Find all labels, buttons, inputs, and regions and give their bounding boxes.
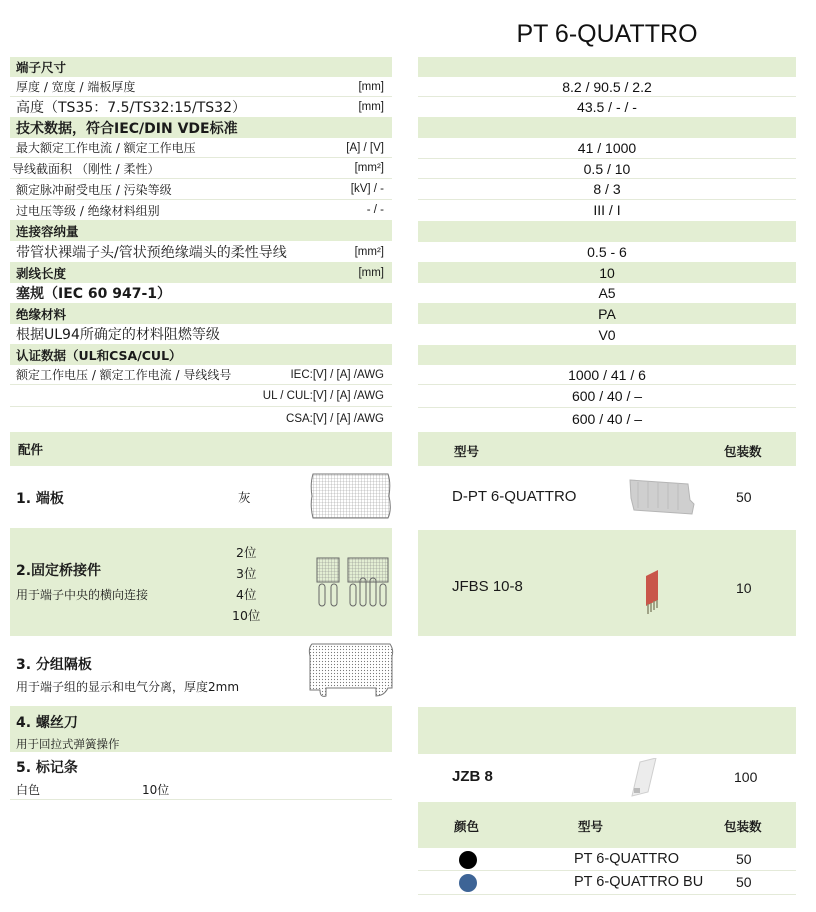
spec-row-dimensions bbox=[10, 77, 392, 97]
spec-label: 过电压等级 / 绝缘材料组别 bbox=[16, 203, 160, 218]
section-header-technical-data bbox=[10, 117, 392, 138]
accessory-group-separator bbox=[10, 636, 392, 706]
spec-unit: UL / CUL:[V] / [A] /AWG bbox=[262, 389, 384, 402]
spec-row-cross-section bbox=[10, 158, 392, 179]
spec-unit: [mm²] bbox=[354, 245, 384, 258]
accessory-marker-strip bbox=[10, 752, 392, 800]
bridge-photo-icon bbox=[640, 570, 662, 616]
spec-label: 带管状裸端子头/管状预绝缘端头的柔性导线 bbox=[16, 244, 287, 261]
bridge-icon bbox=[316, 556, 392, 608]
value-ferrule-conductor bbox=[418, 242, 796, 262]
accessory-qty: 100 bbox=[734, 769, 758, 785]
value-height bbox=[418, 97, 796, 117]
accessories-right-header bbox=[418, 432, 796, 466]
accessory-model: JFBS 10-8 bbox=[452, 578, 523, 595]
accessory-qty: 10 bbox=[736, 580, 752, 596]
spec-label: 最大额定工作电流 / 额定工作电压 bbox=[16, 141, 196, 155]
accessory-option: 灰 bbox=[238, 490, 251, 505]
spec-row-csa-rating bbox=[10, 407, 392, 430]
col-qty-header: 包装数 bbox=[724, 444, 762, 459]
value-csa-rating bbox=[418, 408, 796, 430]
accessory-row-bridge bbox=[418, 530, 796, 636]
value-gauge bbox=[418, 283, 796, 303]
value-impulse-voltage bbox=[418, 179, 796, 200]
spec-value: 600 / 40 / – bbox=[571, 388, 643, 404]
bridge-option-3: 3位 bbox=[236, 566, 257, 581]
accessory-screwdriver bbox=[10, 706, 392, 752]
variant-qty: 50 bbox=[736, 874, 752, 890]
spec-row-ul-rating bbox=[10, 385, 392, 407]
end-plate-icon bbox=[310, 472, 392, 520]
accessory-qty: 50 bbox=[736, 489, 752, 505]
value-header-certification bbox=[418, 345, 796, 365]
marker-strip-photo-icon bbox=[626, 758, 662, 798]
section-label: 认证数据（UL和CSA/CUL） bbox=[16, 347, 182, 363]
accessory-title: 3. 分组隔板 bbox=[16, 657, 92, 673]
section-label: 连接容纳量 bbox=[16, 223, 79, 239]
accessory-title: 2.固定桥接件 bbox=[16, 563, 102, 579]
spec-unit: - / - bbox=[366, 204, 384, 216]
spec-value: A5 bbox=[598, 285, 616, 301]
variant-model: PT 6-QUATTRO bbox=[574, 851, 679, 867]
spec-row-flammability bbox=[10, 324, 392, 344]
section-header-insulation-material bbox=[10, 303, 392, 324]
spec-value: 41 / 1000 bbox=[577, 140, 637, 156]
spec-unit: CSA:[V] / [A] /AWG bbox=[286, 412, 384, 425]
value-stripping-length bbox=[418, 262, 796, 283]
spec-unit: [mm²] bbox=[354, 162, 384, 174]
color-row-black bbox=[418, 848, 796, 871]
section-label: 端子尺寸 bbox=[16, 60, 67, 75]
accessory-row-marker-strip bbox=[418, 754, 796, 802]
accessory-subtitle: 用于端子中央的横向连接 bbox=[16, 588, 149, 602]
value-header-connection bbox=[418, 221, 796, 242]
bridge-option-2: 2位 bbox=[236, 545, 257, 560]
spec-unit: [kV] / - bbox=[350, 183, 384, 195]
value-header-dimensions bbox=[418, 57, 796, 77]
spec-value: III / I bbox=[593, 202, 621, 218]
section-header-certification bbox=[10, 344, 392, 365]
color-swatch-black bbox=[459, 851, 477, 869]
spec-unit: [mm] bbox=[358, 80, 384, 93]
accessories-header bbox=[10, 432, 392, 466]
col-color-header: 颜色 bbox=[454, 819, 480, 834]
accessory-model: D-PT 6-QUATTRO bbox=[452, 488, 577, 505]
spec-label: 额定脉冲耐受电压 / 污染等级 bbox=[16, 182, 172, 197]
spec-label: 剥线长度 bbox=[16, 265, 67, 281]
value-insulation-material bbox=[418, 303, 796, 324]
spec-row-gauge bbox=[10, 283, 392, 303]
spec-value: 600 / 40 / – bbox=[571, 411, 643, 427]
value-iec-rating bbox=[418, 365, 796, 385]
accessory-option: 10位 bbox=[142, 783, 170, 797]
value-current-voltage bbox=[418, 138, 796, 159]
spec-value: 0.5 - 6 bbox=[587, 244, 627, 260]
col-qty-header: 包装数 bbox=[724, 819, 762, 834]
spec-row-height bbox=[10, 97, 392, 117]
spec-row-overvoltage bbox=[10, 200, 392, 220]
col-model-header: 型号 bbox=[578, 819, 604, 834]
accessory-row-end-plate bbox=[418, 466, 796, 528]
variant-model: PT 6-QUATTRO BU bbox=[574, 874, 704, 890]
accessory-subtitle: 白色 bbox=[16, 783, 41, 797]
spec-value: 43.5 / - / - bbox=[577, 99, 637, 115]
value-cross-section bbox=[418, 159, 796, 179]
spec-unit: [mm] bbox=[358, 101, 384, 113]
spec-value: 8 / 3 bbox=[593, 181, 621, 197]
spec-unit: [mm] bbox=[358, 266, 384, 279]
accessory-subtitle: 用于端子组的显示和电气分离，厚度2mm bbox=[16, 680, 240, 694]
spec-label: 高度（TS35：7.5/TS32:15/TS32） bbox=[16, 100, 246, 116]
accessory-bridge bbox=[10, 528, 392, 636]
spec-label: 额定工作电压 / 额定工作电流 / 导线线号 bbox=[16, 368, 232, 382]
spec-unit: IEC:[V] / [A] /AWG bbox=[290, 368, 384, 381]
variant-qty: 50 bbox=[736, 851, 752, 867]
accessory-end-plate bbox=[10, 466, 392, 528]
spec-value: 0.5 / 10 bbox=[583, 160, 631, 177]
color-row-blue bbox=[418, 871, 796, 895]
col-model-header: 型号 bbox=[454, 444, 480, 459]
spec-row-iec-rating bbox=[10, 365, 392, 385]
spec-value: 1000 / 41 / 6 bbox=[568, 366, 646, 383]
spec-row-impulse-voltage bbox=[10, 179, 392, 200]
bridge-option-10: 10位 bbox=[232, 608, 261, 623]
spec-value: PA bbox=[598, 305, 616, 322]
accessory-subtitle: 用于回拉式弹簧操作 bbox=[16, 737, 120, 751]
spec-value: V0 bbox=[598, 326, 616, 343]
section-label: 绝缘材料 bbox=[16, 306, 67, 322]
spec-row-stripping-length bbox=[10, 262, 392, 283]
spec-label: 根据UL94所确定的材料阻燃等级 bbox=[16, 327, 220, 343]
value-overvoltage bbox=[418, 200, 796, 220]
section-header-connection-capacity bbox=[10, 220, 392, 241]
spec-label: 厚度 / 宽度 / 端板厚度 bbox=[16, 80, 136, 94]
spec-row-ferrule-conductor bbox=[10, 241, 392, 262]
accessory-model: JZB 8 bbox=[452, 768, 493, 785]
end-plate-photo-icon bbox=[628, 478, 696, 518]
value-header-technical bbox=[418, 117, 796, 138]
accessories-header-label: 配件 bbox=[18, 442, 44, 457]
spec-value: 8.2 / 90.5 / 2.2 bbox=[562, 78, 652, 95]
section-header-dimensions bbox=[10, 57, 392, 77]
value-flammability bbox=[418, 324, 796, 345]
spec-row-current-voltage bbox=[10, 138, 392, 158]
color-table-header bbox=[418, 802, 796, 848]
spec-value: 10 bbox=[599, 264, 615, 281]
group-separator-icon bbox=[306, 642, 396, 702]
bridge-option-4: 4位 bbox=[236, 587, 257, 602]
section-label: 技术数据，符合IEC/DIN VDE标准 bbox=[16, 120, 238, 137]
accessory-row-screwdriver bbox=[418, 707, 796, 754]
accessory-title: 4. 螺丝刀 bbox=[16, 715, 78, 731]
color-swatch-blue bbox=[459, 874, 477, 892]
accessory-title: 1. 端板 bbox=[16, 491, 64, 507]
accessory-title: 5. 标记条 bbox=[16, 760, 78, 776]
spec-unit: [A] / [V] bbox=[346, 141, 384, 154]
spec-label: 塞规（IEC 60 947-1） bbox=[16, 286, 172, 302]
value-ul-rating bbox=[418, 385, 796, 408]
spec-label: 导线截面积 （刚性 / 柔性） bbox=[12, 161, 160, 176]
product-title: PT 6-QUATTRO bbox=[516, 20, 698, 48]
value-dimensions bbox=[418, 77, 796, 97]
